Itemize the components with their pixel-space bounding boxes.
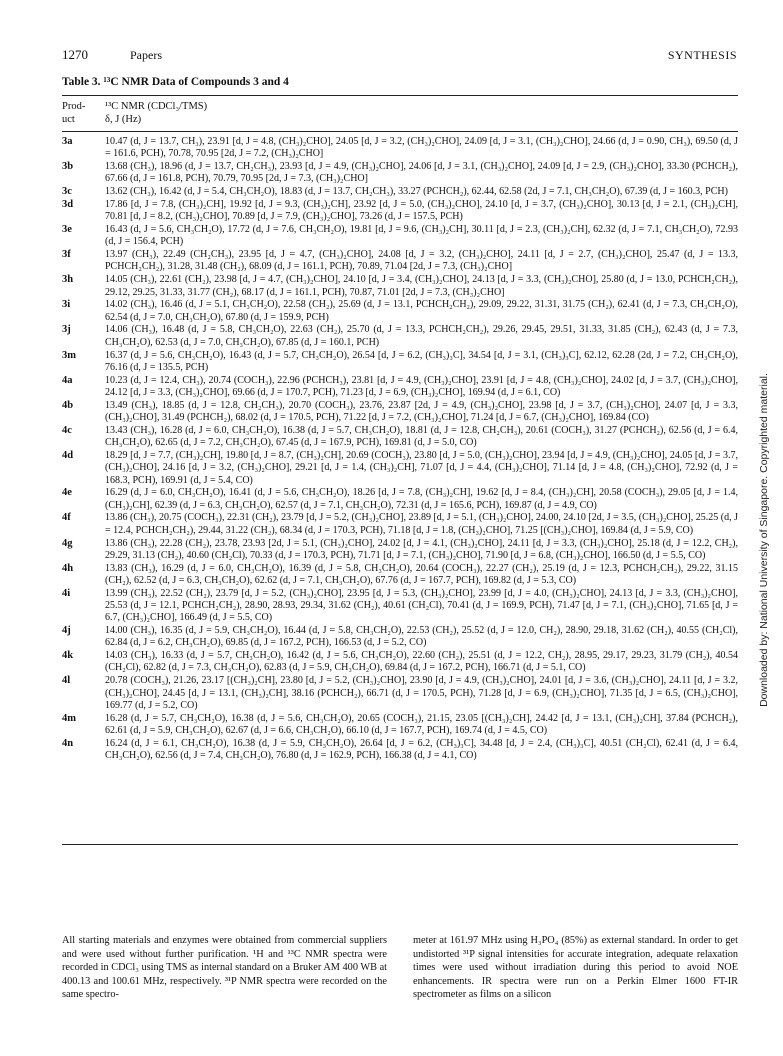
row-nmr-data: 13.86 (CH₃), 22.28 (CH₂), 23.78, 23.93 [2d, J = 5.1, (CH₃)₂CHO], 24.02 [d, J = 4.1, (CH₃)₂CHO], 24.11 [d, J = 3.3, (CH₃)₂CHO], 25.18 (d, J = 12.2, CH₂), 29.29, 31.13 (CH₂), 40.60 (CH₂Cl), 70.33 (d, J = 170.3, PCH), 71.71 [d, J = 7.1, (CH₃)₂CHO], 71.90 [d, J = 6.8, (CH₃)₂CHO], 166.50 (d, J = 5.5, CO) <box>105 537 738 561</box>
table-rule-bottom <box>62 844 738 845</box>
row-product: 4n <box>62 737 74 749</box>
table-row <box>62 425 738 450</box>
row-nmr-data: 18.29 [d, J = 7.7, (CH₃)₂CH], 19.80 [d, J = 8.7, (CH₃)₂CH], 20.69 (COCH₃), 23.80 [d, J = 5.0, (CH₃)₂CHO], 23.94 [d, J = 4.9, (CH₃)₂CHO], 24.05 [d, J = 3.7, (CH₃)₂CHO], 24.16 [d, J = 3.2, (CH₃)₂CHO], 29.21 [d, J = 1.4, (CH₃)₂CH], 71.07 [d, J = 4.4, (CH₃)₂CHO], 71.14 [d, J = 4.8, (CH₃)₂CHO], 72.92 (d, J = 168.3, PCH), 169.91 (d, J = 5.4, CO) <box>105 449 738 486</box>
table-row <box>62 224 738 249</box>
table-row <box>62 588 738 625</box>
row-nmr-data: 20.78 (COCH₃), 21.26, 23.17 [(CH₃)₂CH], 23.80 [d, J = 5.2, (CH₃)₂CHO], 23.90 [d, J = 4.9, (CH₃)₂CHO], 24.01 [d, J = 3.6, (CH₃)₂CHO], 24.11 [d, J = 3.2, (CH₃)₂CHO], 24.45 [d, J = 13.1, (CH₃)₂CH], 38.16 (PCHCH₂), 66.71 (d, J = 170.5, PCH), 71.28 [d, J = 6.9, (CH₃)₂CHO], 71.35 [d, J = 6.5, (CH₃)₂CHO], 169.77 (d, J = 5.2, CO) <box>105 675 738 711</box>
row-nmr-data: 13.49 (CH₃), 18.85 (d, J = 12.8, CH₂CH₃), 20.70 (COCH₃), 23.76, 23.87 [2d, J = 4.9, (CH₃)₂CHO], 23.98 [d, J = 3.7, (CH₃)₂CHO], 24.07 [d, J = 3.3, (CH₃)₂CHO], 31.49 (PCHCH₂), 68.02 (d, J = 170.5, PCH), 71.22 [d, J = 7.2, (CH₃)₂CHO], 71.24 [d, J = 6.7, (CH₃)₂CHO], 169.84 (CO) <box>105 399 738 424</box>
table-rule-mid <box>62 131 738 132</box>
row-product: 4k <box>62 650 74 662</box>
row-product: 3d <box>62 198 74 210</box>
row-product: 3f <box>62 249 71 261</box>
row-product: 4j <box>62 625 71 637</box>
table-row <box>62 538 738 563</box>
row-product: 3c <box>62 186 72 198</box>
row-product: 4m <box>62 712 76 724</box>
table-row <box>62 199 738 224</box>
row-product: 4c <box>62 424 72 436</box>
table-row <box>62 675 738 712</box>
row-nmr-data: 16.29 (d, J = 6.0, CH₃CH₂O), 16.41 (d, J = 5.6, CH₃CH₂O), 18.26 [d, J = 7.8, (CH₃)₂CH], 19.62 [d, J = 8.4, (CH₃)₂CH], 20.58 (COCH₃), 29.05 [d, J = 1.4, (CH₃)₂CH], 62.39 (d, J = 6.3, CH₃CH₂O), 62.57 (d, J = 7.1, CH₃CH₂O), 72.31 (d, J = 165.6, PCH), 169.87 (d, J = 4.9, CO) <box>105 487 738 511</box>
table-row <box>62 625 738 650</box>
row-product: 4f <box>62 512 71 524</box>
table-row <box>62 249 738 274</box>
table-row <box>62 738 738 763</box>
table-title: Table 3. ¹³C NMR Data of Compounds 3 and 4 <box>62 76 289 88</box>
row-product: 4l <box>62 675 71 687</box>
row-product: 3b <box>62 161 74 173</box>
row-product: 4b <box>62 399 74 411</box>
table-header-nmr <box>105 100 207 126</box>
section-label: Papers <box>130 48 162 62</box>
table-row <box>62 274 738 299</box>
header-nmr-line1: ¹³C NMR (CDCl₃/TMS) <box>105 101 208 112</box>
row-nmr-data: 14.02 (CH₃), 16.46 (d, J = 5.1, CH₃CH₂O), 22.58 (CH₂), 25.69 (d, J = 13.1, PCHCH₂CH₂), 29.09, 29.22, 31.31, 31.75 (CH₂), 62.41 (d, J = 7.3, CH₃CH₂O), 62.54 (d, J = 7.0, CH₃CH₂O), 67.80 (d, J = 159.9, PCH) <box>105 299 738 323</box>
header-nmr-line2: δ, J (Hz) <box>105 114 142 125</box>
row-nmr-data: 13.86 (CH₃), 20.75 (COCH₃), 22.31 (CH₂), 23.79 [d, J = 5.2, (CH₃)₂CHO], 23.89 [d, J = 5.1, (CH₃)₂CHO], 24.00, 24.10 [2d, J = 3.5, (CH₃)₂CHO], 25.25 (d, J = 12.4, PCHCH₂CH₂), 29.44, 31.22 (CH₂), 68.34 (d, J = 170.3, PCH), 71.18 [d, J = 1.8, (CH₃)₂CHO], 71.25 [(CH₃)₂CHO], 169.84 (d, J = 5.9, CO) <box>105 512 738 536</box>
row-product: 3j <box>62 324 71 336</box>
row-nmr-data: 13.68 (CH₃), 18.96 (d, J = 13.7, CH₂CH₃), 23.93 [d, J = 4.9, (CH₃)₂CHO], 24.06 [d, J = 3.1, (CH₃)₂CHO], 24.09 [d, J = 2.9, (CH₃)₂CHO], 33.30 (PCHCH₂), 67.66 (d, J = 161.8, PCH), 70.79, 70.95 [2d, J = 7.3, (CH₃)₂CHO] <box>105 161 738 185</box>
body-text-left: All starting materials and enzymes were obtained from commercial suppliers and were used without further purification. ¹H and ¹³C NMR spectra were recorded in CDCl₃ using TMS as internal standard on a Bruker AM 400 WB at 400.13 and 100.61 MHz, respectively. ³¹P NMR spectra were recorded on the same spectro- <box>62 935 387 1001</box>
row-nmr-data: 10.23 (d, J = 12.4, CH₃), 20.74 (COCH₃), 22.96 (PCHCH₃), 23.81 [d, J = 4.9, (CH₃)₂CHO], 23.91 [d, J = 4.8, (CH₃)₂CHO], 24.02 [d, J = 3.7, (CH₃)₂CHO], 24.12 [d, J = 3.3, (CH₃)₂CHO], 69.66 (d, J = 170.7, PCH), 71.23 [d, J = 6.9, (CH₃)₂CHO], 169.94 (d, J = 6.1, CO) <box>105 374 738 398</box>
table-row <box>62 713 738 738</box>
row-product: 4a <box>62 374 73 386</box>
download-watermark-text: Downloaded by: National University of Singapore. Copyrighted material. <box>758 373 770 707</box>
row-product: 3h <box>62 274 74 286</box>
row-product: 4e <box>62 487 72 499</box>
row-nmr-data: 16.28 (d, J = 5.7, CH₃CH₂O), 16.38 (d, J = 5.6, CH₃CH₂O), 20.65 (COCH₃), 21.15, 23.05 [(CH₃)₂CH], 24.42 [d, J = 13.1, (CH₃)₂CH], 37.84 (PCHCH₂), 62.61 (d, J = 5.9, CH₃CH₂O), 62.67 (d, J = 6.6, CH₃CH₂O), 66.10 (d, J = 167.7, PCH), 169.74 (d, J = 4.5, CO) <box>105 712 738 736</box>
header-product-line2: uct <box>62 114 75 125</box>
table-rule-top <box>62 95 738 96</box>
table-row <box>62 324 738 349</box>
row-product: 3i <box>62 299 71 311</box>
row-nmr-data: 13.43 (CH₃), 16.28 (d, J = 6.0, CH₃CH₂O), 16.38 (d, J = 5.7, CH₃CH₂O), 18.81 (d, J = 12.8, CH₂CH₃), 20.61 (COCH₃), 31.27 (PCHCH₂), 62.56 (d, J = 6.4, CH₃CH₂O), 62.65 (d, J = 7.2, CH₃CH₂O), 67.45 (d, J = 167.9, PCH), 169.81 (d, J = 5.0, CO) <box>105 424 738 449</box>
row-nmr-data: 13.83 (CH₃), 16.29 (d, J = 6.0, CH₃CH₂O), 16.39 (d, J = 5.8, CH₃CH₂O), 20.64 (COCH₃), 22.27 (CH₂), 25.19 (d, J = 12.3, PCHCH₂CH₂), 29.22, 31.15 (CH₂), 62.52 (d, J = 6.3, CH₃CH₂O), 62.62 (d, J = 7.1, CH₃CH₂O), 67.76 (d, J = 167.7, PCH), 169.82 (d, J = 5.3, CO) <box>105 562 738 586</box>
body-text-right: meter at 161.97 MHz using H₃PO₄ (85%) as external standard. In order to get undistorted ³¹P signal intensities for accurate integration, adequate relaxation times were used without irradiation during this period to avoid NOE enhancements. IR spectra were run on a Perkin Elmer 1600 FT-IR spectrometer as films on a silicon <box>413 935 738 1001</box>
table-row <box>62 512 738 537</box>
row-nmr-data: 16.43 (d, J = 5.6, CH₃CH₂O), 17.72 (d, J = 7.6, CH₃CH₂O), 19.81 [d, J = 9.6, (CH₃)₂CH], 30.11 [d, J = 2.3, (CH₃)₂CH], 62.32 (d, J = 7.1, CH₃CH₂O), 72.93 (d, J = 156.4, PCH) <box>105 224 738 248</box>
header-product-line1: Prod- <box>62 101 86 112</box>
row-nmr-data: 13.62 (CH₃), 16.42 (d, J = 5.4, CH₃CH₂O), 18.83 (d, J = 13.7, CH₂CH₃), 33.27 (PCHCH₂), 62.44, 62.58 (2d, J = 7.1, CH₃CH₂O), 67.39 (d, J = 160.3, PCH) <box>105 186 728 198</box>
row-nmr-data: 13.99 (CH₃), 22.52 (CH₂), 23.79 [d, J = 5.2, (CH₃)₂CHO], 23.95 [d, J = 5.3, (CH₃)₂CHO], 23.99 [d, J = 4.0, (CH₃)₂CHO], 24.13 [d, J = 3.3, (CH₃)₂CHO], 25.53 (d, J = 12.1, PCHCH₂CH₂), 28.90, 28.93, 29.34, 31.62 (CH₂), 40.61 (CH₂Cl), 70.41 (d, J = 169.9, PCH), 71.47 [d, J = 7.1, (CH₃)₂CHO], 71.65 [d, J = 6.7, (CH₃)₂CHO], 166.49 (d, J = 5.5, CO) <box>105 587 738 624</box>
table-row <box>62 186 738 198</box>
journal-name: SYNTHESIS <box>667 48 737 62</box>
table-body <box>62 136 738 763</box>
row-product: 4g <box>62 537 73 549</box>
row-nmr-data: 16.37 (d, J = 5.6, CH₃CH₂O), 16.43 (d, J = 5.7, CH₃CH₂O), 26.54 [d, J = 6.2, (CH₃)₃C], 34.54 [d, J = 3.1, (CH₃)₃C], 62.12, 62.28 (2d, J = 7.2, CH₃CH₂O), 76.16 (d, J = 135.5, PCH) <box>105 349 738 373</box>
row-nmr-data: 16.24 (d, J = 6.1, CH₃CH₂O), 16.38 (d, J = 5.9, CH₃CH₂O), 26.64 [d, J = 6.2, (CH₃)₃C], 34.48 [d, J = 2.4, (CH₃)₃C], 40.51 (CH₂Cl), 62.41 (d, J = 6.4, CH₃CH₂O), 62.56 (d, J = 7.4, CH₃CH₂O), 76.80 (d, J = 162.9, PCH), 166.38 (d, J = 4.1, CO) <box>105 737 738 762</box>
row-nmr-data: 13.97 (CH₃), 22.49 (CH₂CH₃), 23.95 [d, J = 4.7, (CH₃)₂CHO], 24.08 [d, J = 3.2, (CH₃)₂CHO], 24.11 [d, J = 2.7, (CH₃)₂CHO], 25.47 (d, J = 13.3, PCHCH₂CH₂), 31.28, 31.48 (CH₂), 68.09 (d, J = 161.1, PCH), 70.89, 71.04 [2d, J = 7.3, (CH₃)₂CHO] <box>105 249 738 273</box>
row-nmr-data: 10.47 (d, J = 13.7, CH₃), 23.91 [d, J = 4.8, (CH₃)₂CHO], 24.05 [d, J = 3.2, (CH₃)₂CHO], 24.09 [d, J = 3.1, (CH₃)₂CHO], 24.66 (d, J = 0.90, CH₃), 69.50 (d, J = 161.6, PCH), 70.78, 70.95 [2d, J = 7.2, (CH₃)₂CHO] <box>105 136 738 160</box>
row-product: 3e <box>62 224 72 236</box>
row-nmr-data: 14.00 (CH₃), 16.35 (d, J = 5.9, CH₃CH₂O), 16.44 (d, J = 5.8, CH₃CH₂O), 22.53 (CH₂), 25.52 (d, J = 12.0, CH₂), 28.90, 29.18, 31.62 (CH₂), 40.55 (CH₂Cl), 62.84 (d, J = 6.2, CH₃CH₂O), 69.85 (d, J = 167.2, PCH), 166.53 (d, J = 5.2, CO) <box>105 625 738 649</box>
page-number: 1270 <box>62 47 88 62</box>
table-row <box>62 299 738 324</box>
row-product: 3a <box>62 136 73 147</box>
row-product: 4h <box>62 562 74 574</box>
table-header-product <box>62 100 102 126</box>
row-product: 4i <box>62 587 71 599</box>
row-nmr-data: 14.03 (CH₃), 16.33 (d, J = 5.7, CH₃CH₂O), 16.42 (d, J = 5.6, CH₃CH₂O), 22.60 (CH₂), 25.51 (d, J = 12.2, CH₂), 28.95, 29.17, 29.23, 31.79 (CH₂), 40.54 (CH₂Cl), 62.82 (d, J = 7.3, CH₃CH₂O), 62.83 (d, J = 5.9, CH₃CH₂O), 69.84 (d, J = 167.2, PCH), 166.71 (d, J = 5.1, CO) <box>105 650 738 674</box>
table-row <box>62 650 738 675</box>
table-row <box>62 400 738 425</box>
table-row <box>62 375 738 400</box>
table-row <box>62 450 738 487</box>
table-row <box>62 563 738 588</box>
row-nmr-data: 14.05 (CH₃), 22.61 (CH₂), 23.98 [d, J = 4.7, (CH₃)₂CHO], 24.10 [d, J = 3.4, (CH₃)₂CHO], 24.13 [d, J = 3.3, (CH₃)₂CHO], 25.80 (d, J = 13.0, PCHCH₂CH₂), 29.12, 29.25, 31.33, 31.77 (CH₂), 68.17 (d, J = 161.1, PCH), 70.87, 71.01 [2d, J = 7.3, (CH₃)₂CHO] <box>105 274 738 298</box>
table-row <box>62 487 738 512</box>
row-product: 4d <box>62 449 74 461</box>
row-nmr-data: 14.06 (CH₃), 16.48 (d, J = 5.8, CH₃CH₂O), 22.63 (CH₂), 25.70 (d, J = 13.3, PCHCH₂CH₂), 29.26, 29.45, 29.51, 31.33, 31.85 (CH₂), 62.43 (d, J = 7.3, CH₃CH₂O), 62.53 (d, J = 7.0, CH₃CH₂O), 67.85 (d, J = 160.1, PCH) <box>105 324 738 348</box>
table-row <box>62 136 738 161</box>
row-product: 3m <box>62 349 76 361</box>
row-nmr-data: 17.86 [d, J = 7.8, (CH₃)₂CH], 19.92 [d, J = 9.3, (CH₃)₂CH], 23.92 [d, J = 5.0, (CH₃)₂CHO], 24.10 [d, J = 3.7, (CH₃)₂CHO], 30.13 [d, J = 2.1, (CH₃)₂CH], 70.81 [d, J = 8.2, (CH₃)₂CHO], 70.89 [d, J = 7.9, (CH₃)₂CHO], 73.26 (d, J = 157.5, PCH) <box>105 198 738 223</box>
table-row <box>62 350 738 375</box>
table-row <box>62 161 738 186</box>
